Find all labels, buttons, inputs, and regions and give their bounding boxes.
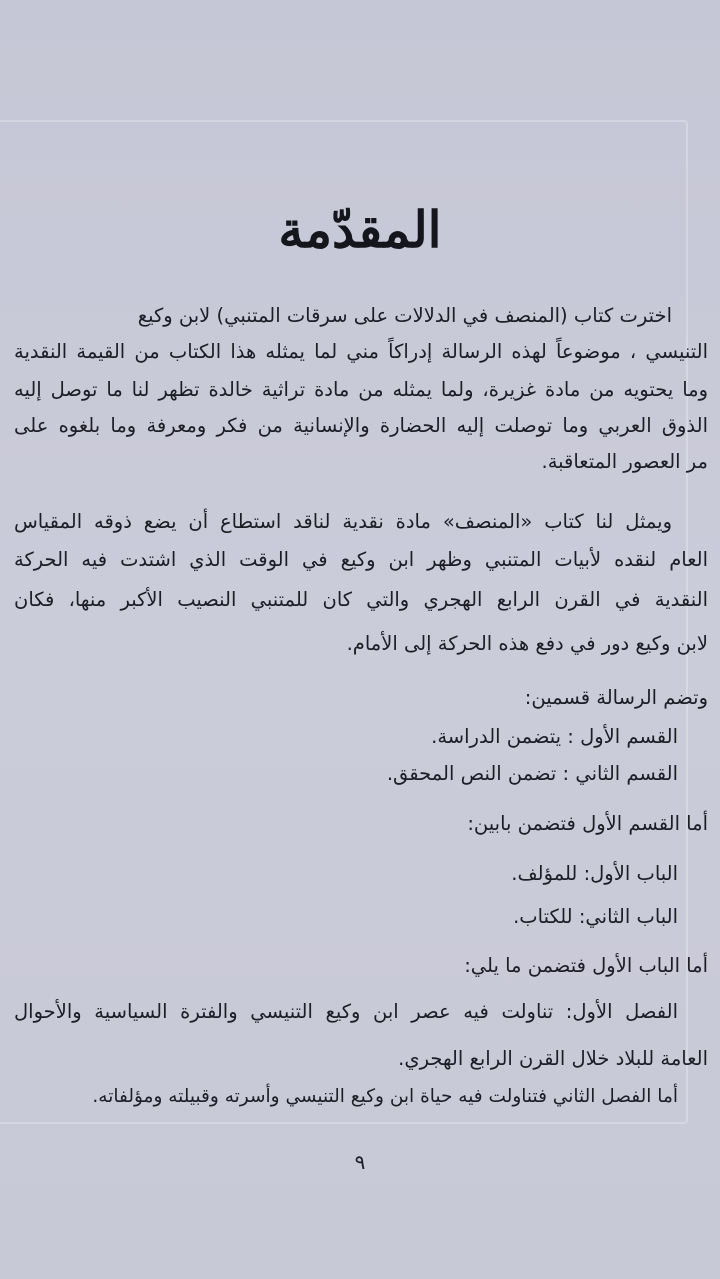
chapter-2: الباب الثاني: للكتاب. bbox=[513, 905, 678, 928]
text-line: لابن وكيع دور في دفع هذه الحركة إلى الأمام. bbox=[346, 632, 708, 655]
page-number: ٩ bbox=[354, 1150, 366, 1174]
text-line: وما يحتويه من مادة غزيرة، ولما يمثله من مادة تراثية خالدة تظهر لنا ما توصل إليه bbox=[14, 378, 708, 401]
text-line: العام لنقده لأبيات المتنبي وظهر ابن وكيع في الوقت الذي اشتدت فيه الحركة bbox=[14, 548, 708, 571]
text-line: التنيسي ، موضوعاً لهذه الرسالة إدراكاً مني لما يمثله هذا الكتاب من القيمة النقدية bbox=[14, 340, 708, 363]
text-line: النقدية في القرن الرابع الهجري والتي كان للمتنبي النصيب الأكبر منها، فكان bbox=[14, 588, 708, 611]
page-title: المقدّمة bbox=[278, 200, 442, 259]
text-line: اخترت كتاب (المنصف في الدلالات على سرقات المتنبي) لابن وكيع bbox=[137, 304, 672, 327]
sections-intro: وتضم الرسالة قسمين: bbox=[524, 686, 708, 709]
section-1: القسم الأول : يتضمن الدراسة. bbox=[431, 725, 678, 748]
text-line: مر العصور المتعاقبة. bbox=[541, 450, 708, 473]
chapter1-intro: أما الباب الأول فتضمن ما يلي: bbox=[464, 954, 708, 977]
fasl-1-line: العامة للبلاد خلال القرن الرابع الهجري. bbox=[398, 1047, 708, 1070]
fasl-2: أما الفصل الثاني فتناولت فيه حياة ابن وكيع التنيسي وأسرته وقبيلته ومؤلفاته. bbox=[92, 1086, 678, 1107]
text-line: الذوق العربي وما توصلت إليه الحضارة والإنسانية من فكر ومعرفة وما بلغوه على bbox=[14, 414, 708, 437]
chapter-1: الباب الأول: للمؤلف. bbox=[511, 862, 678, 885]
part1-intro: أما القسم الأول فتضمن بابين: bbox=[467, 812, 708, 835]
text-line: ويمثل لنا كتاب «المنصف» مادة نقدية لناقد استطاع أن يضع ذوقه المقياس bbox=[14, 510, 672, 533]
section-2: القسم الثاني : تضمن النص المحقق. bbox=[386, 762, 678, 785]
fasl-1-line: الفصل الأول: تناولت فيه عصر ابن وكيع التنيسي والفترة السياسية والأحوال bbox=[14, 1000, 678, 1023]
